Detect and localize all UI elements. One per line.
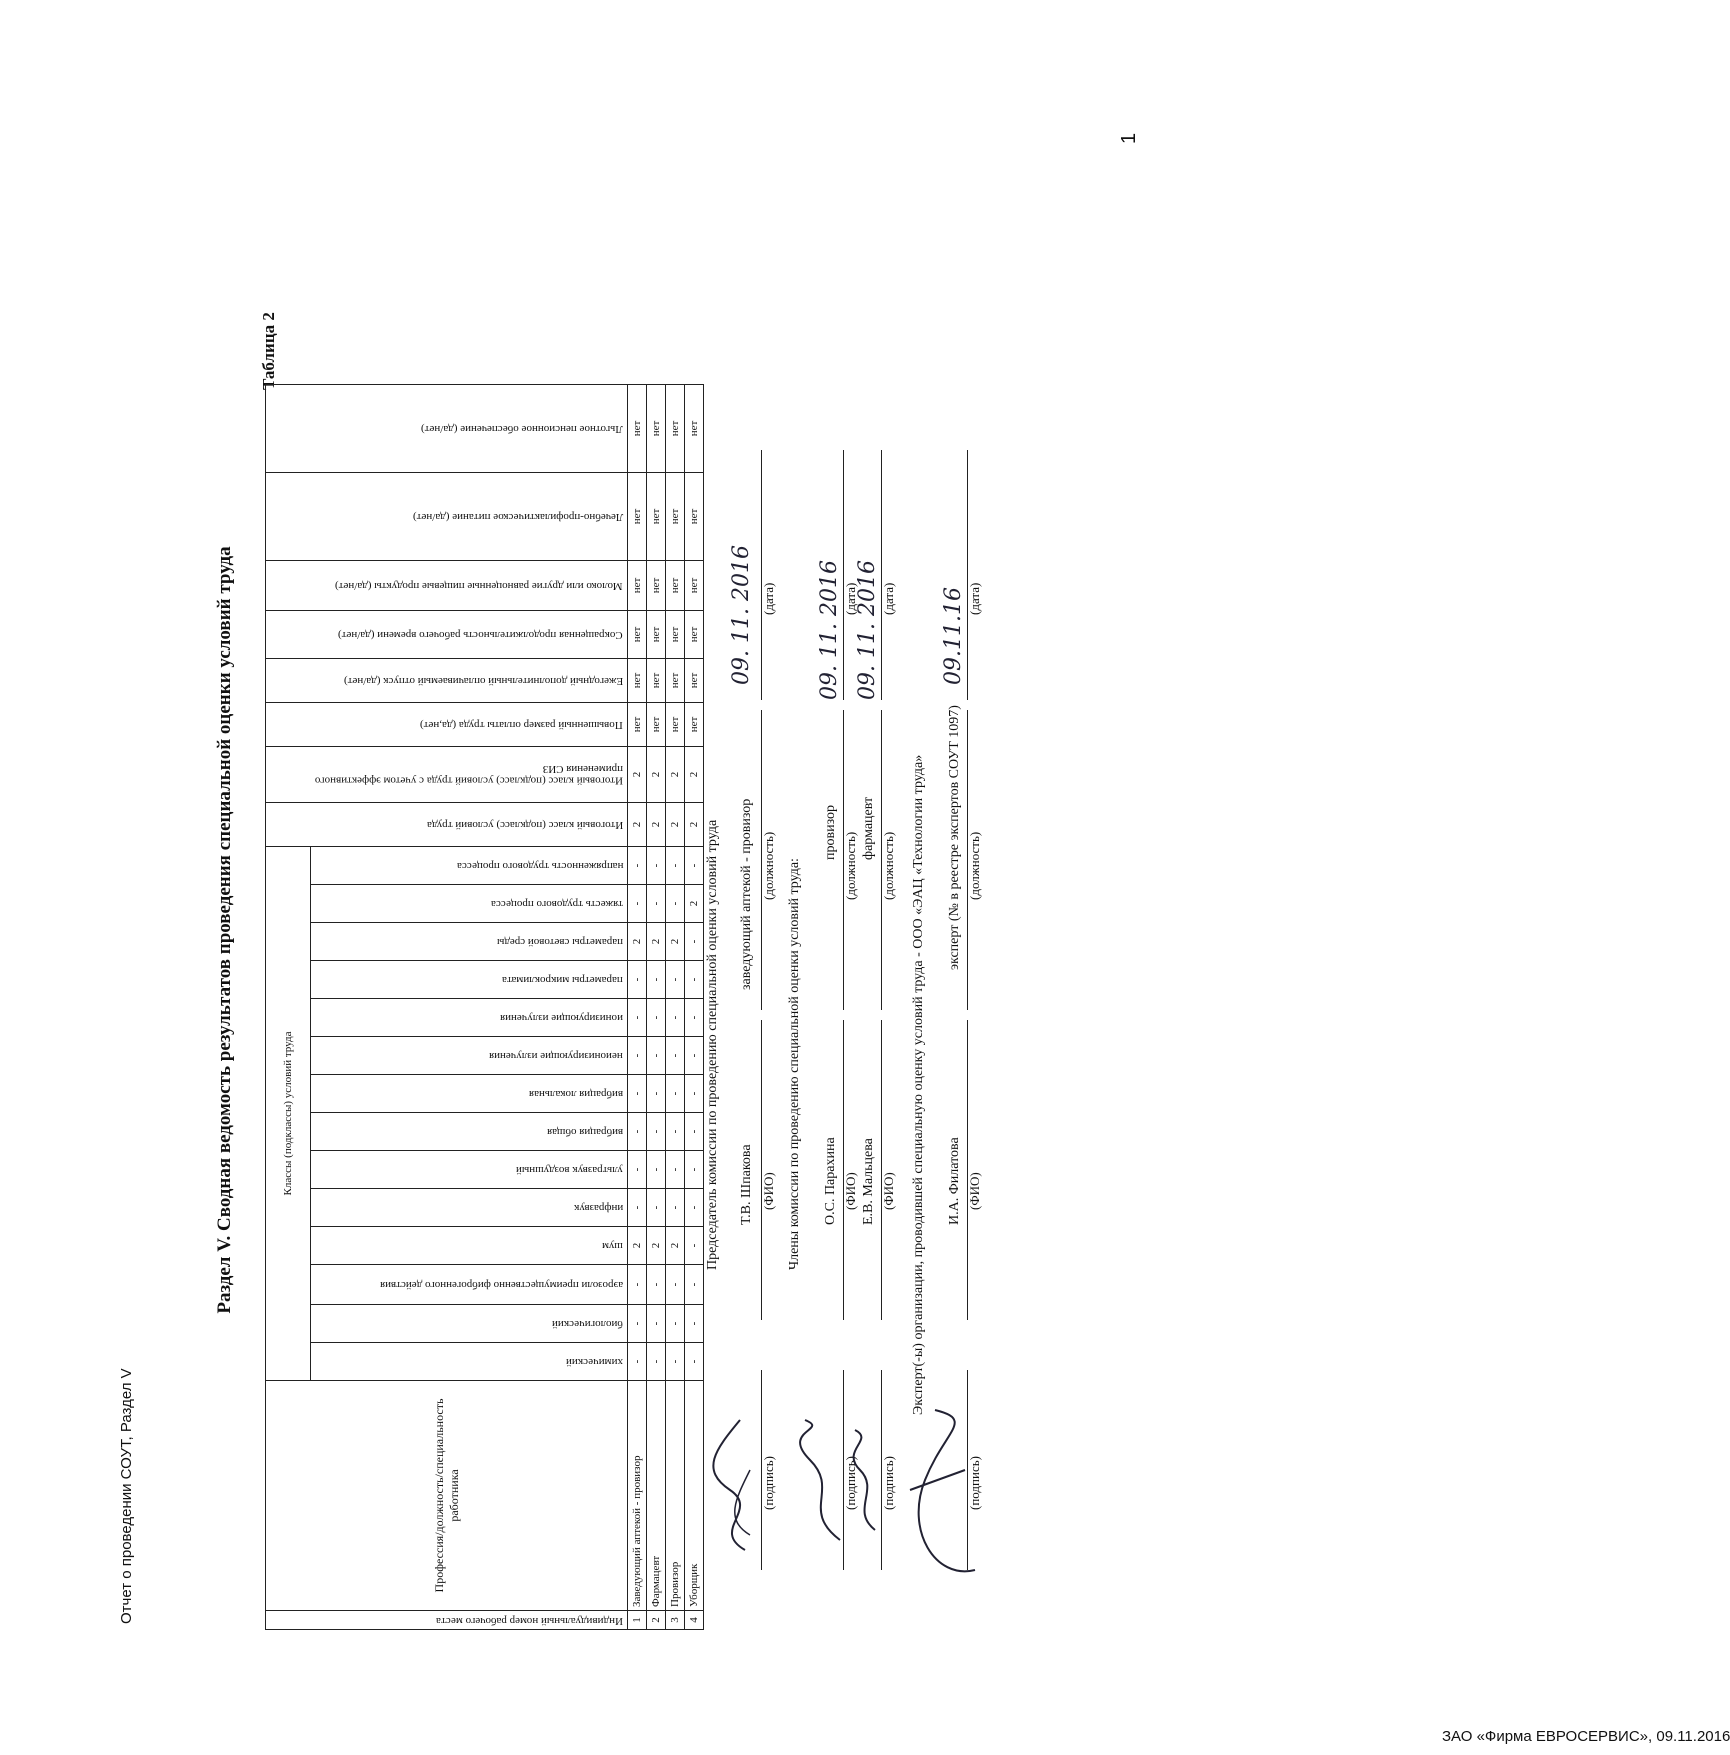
summary-value: 2 [685, 747, 704, 803]
footer-note: ЗАО «Фирма ЕВРОСЕРВИС», 09.11.2016 [1442, 1728, 1730, 1745]
cap-date: (дата) [881, 582, 896, 615]
summary-value: 2 [666, 747, 685, 803]
cap-fio: (ФИО) [881, 1172, 896, 1210]
summary-value: нет [628, 385, 647, 473]
member2-date: 09. 11. 2016 [855, 560, 880, 700]
summary-value: нет [647, 561, 666, 611]
factor-value: - [685, 1227, 704, 1265]
factor-header: вибрация локальная [311, 1075, 628, 1113]
factor-value: - [647, 1151, 666, 1189]
summary-value: нет [647, 659, 666, 703]
cap-fio: (ФИО) [967, 1172, 982, 1210]
factor-value: - [685, 1075, 704, 1113]
summary-value: 2 [628, 747, 647, 803]
factor-value: - [666, 1265, 685, 1305]
summary-header: Сокращенная продолжительность рабочего времени (да/нет) [266, 611, 628, 659]
factor-value: - [628, 1151, 647, 1189]
factor-value: - [647, 961, 666, 999]
section-title: Раздел V. Сводная ведомость результатов проведения специальной оценки условий труда [214, 546, 235, 1314]
expert-date: 09.11.16 [941, 587, 966, 685]
summary-value: нет [666, 659, 685, 703]
summary-value: нет [647, 611, 666, 659]
cap-signature: (подпись) [843, 1456, 858, 1510]
factor-value: - [666, 1075, 685, 1113]
factor-header: инфразвук [311, 1189, 628, 1227]
factor-header: биологический [311, 1305, 628, 1343]
summary-value: нет [628, 473, 647, 561]
page-number: 1 [1118, 132, 1140, 144]
summary-value: нет [666, 473, 685, 561]
factor-value: - [685, 923, 704, 961]
factor-value: - [666, 961, 685, 999]
summary-value: нет [666, 385, 685, 473]
chair-name: Т.В. Шпакова [739, 1144, 754, 1225]
expert-signature [895, 1390, 985, 1590]
factor-value: - [685, 1037, 704, 1075]
factor-value: - [685, 961, 704, 999]
member1-position: провизор [823, 804, 838, 860]
expert-label: Эксперт(-ы) организации, проводившей специальную оценку условий труда - ООО «ЭАЦ «Технологии труда» [911, 754, 926, 1415]
factor-value: - [666, 1343, 685, 1381]
factor-value: - [685, 1305, 704, 1343]
signature-block [695, 230, 1035, 1630]
summary-header: Ежегодный дополнительный оплачиваемый отпуск (да/нет) [266, 659, 628, 703]
factor-value: - [685, 847, 704, 885]
summary-value: нет [685, 561, 704, 611]
members-label: Члены комиссии по проведению специальной оценки условий труда: [787, 858, 802, 1270]
factor-value: - [685, 1113, 704, 1151]
factor-header: неионизирующие излучения [311, 1037, 628, 1075]
cap-fio: (ФИО) [843, 1172, 858, 1210]
factor-value: - [628, 885, 647, 923]
summary-value: нет [685, 659, 704, 703]
cap-position: (должность) [761, 831, 776, 900]
factor-header: шум [311, 1227, 628, 1265]
cap-signature: (подпись) [761, 1456, 776, 1510]
factor-value: - [628, 847, 647, 885]
factor-header: вибрация общая [311, 1113, 628, 1151]
factor-value: - [685, 1189, 704, 1227]
summary-header: Итоговый класс (подкласс) условий труда с учетом эффективного применения СИЗ [266, 747, 628, 803]
factor-value: - [628, 1305, 647, 1343]
report-header-note: Отчет о проведении СОУТ, Раздел V [118, 1368, 135, 1624]
row-id: 1 [628, 1611, 647, 1630]
cap-position: (должность) [967, 831, 982, 900]
cap-signature: (подпись) [881, 1456, 896, 1510]
chair-position: заведующий аптекой - провизор [739, 798, 754, 990]
factor-value: 2 [647, 1227, 666, 1265]
table-row [647, 385, 666, 1630]
factor-header: параметры световой среды [311, 923, 628, 961]
factor-value: - [628, 1037, 647, 1075]
factor-header: ультразвук воздушный [311, 1151, 628, 1189]
cap-signature: (подпись) [967, 1456, 982, 1510]
summary-value: 2 [647, 747, 666, 803]
factor-header: параметры микроклимата [311, 961, 628, 999]
summary-value: 2 [685, 803, 704, 847]
factor-value: - [666, 1189, 685, 1227]
member2-signature [845, 1420, 885, 1540]
row-profession: Провизор [666, 1381, 685, 1611]
factor-value: - [628, 1189, 647, 1227]
factor-value: - [647, 1037, 666, 1075]
row-id: 2 [647, 1611, 666, 1630]
factor-header: напряженность трудового процесса [311, 847, 628, 885]
summary-value: 2 [666, 803, 685, 847]
member2-name: Е.В. Мальцева [861, 1138, 876, 1225]
cap-position: (должность) [843, 831, 858, 900]
summary-value: нет [666, 611, 685, 659]
row-profession: Фармацевт [647, 1381, 666, 1611]
classes-header: Классы (подклассы) условий труда [266, 847, 311, 1381]
factor-value: - [647, 1305, 666, 1343]
factor-value: 2 [666, 923, 685, 961]
factor-value: - [666, 999, 685, 1037]
factor-value: - [628, 1265, 647, 1305]
summary-value: 2 [647, 803, 666, 847]
factor-value: - [666, 1037, 685, 1075]
summary-header: Лечебно-профилактическое питание (да/нет) [266, 473, 628, 561]
summary-value: 2 [628, 803, 647, 847]
chair-date: 09. 11. 2016 [729, 545, 754, 685]
cap-fio: (ФИО) [761, 1172, 776, 1210]
summary-value: нет [685, 703, 704, 747]
factor-value: - [628, 1075, 647, 1113]
factor-value: - [628, 961, 647, 999]
summary-value: нет [628, 703, 647, 747]
row-id: 3 [666, 1611, 685, 1630]
summary-header: Повышенный размер оплаты труда (да,нет) [266, 703, 628, 747]
factor-value: 2 [628, 923, 647, 961]
factor-value: 2 [685, 885, 704, 923]
factor-value: - [647, 999, 666, 1037]
cap-date: (дата) [843, 582, 858, 615]
factor-header: тяжесть трудового процесса [311, 885, 628, 923]
cap-date: (дата) [967, 582, 982, 615]
summary-value: нет [666, 561, 685, 611]
summary-value: нет [666, 703, 685, 747]
factor-value: - [647, 885, 666, 923]
factor-value: - [628, 1113, 647, 1151]
summary-header: Молоко или другие равноценные пищевые продукты (да/нет) [266, 561, 628, 611]
factor-value: - [647, 1189, 666, 1227]
chair-label: Председатель комиссии по проведению специальной оценки условий труда [705, 819, 720, 1270]
cap-position: (должность) [881, 831, 896, 900]
factor-value: - [647, 1265, 666, 1305]
factor-value: 2 [666, 1227, 685, 1265]
factor-value: - [685, 1265, 704, 1305]
summary-table [265, 384, 704, 1630]
row-id: 4 [685, 1611, 704, 1630]
summary-value: нет [628, 611, 647, 659]
factor-value: - [628, 1343, 647, 1381]
member1-signature [790, 1410, 850, 1550]
summary-value: нет [628, 659, 647, 703]
summary-value: нет [647, 473, 666, 561]
table-row [666, 385, 685, 1630]
summary-value: нет [685, 473, 704, 561]
factor-value: - [666, 1113, 685, 1151]
member2-position: фармацевт [861, 796, 876, 860]
factor-value: - [647, 1113, 666, 1151]
summary-value: нет [628, 561, 647, 611]
factor-value: - [647, 847, 666, 885]
factor-value: - [666, 1305, 685, 1343]
expert-name: И.А. Филатова [947, 1137, 962, 1225]
cap-date: (дата) [761, 582, 776, 615]
summary-value: нет [647, 385, 666, 473]
factor-header: ионизирующие излучения [311, 999, 628, 1037]
factor-value: - [685, 1343, 704, 1381]
summary-value: нет [685, 385, 704, 473]
summary-header: Итоговый класс (подкласс) условий труда [266, 803, 628, 847]
factor-value: - [647, 1075, 666, 1113]
factor-header: аэрозоли преимущественно фиброгенного действия [311, 1265, 628, 1305]
member1-date: 09. 11. 2016 [817, 560, 842, 700]
expert-position: эксперт (№ в реестре экспертов СОУТ 1097) [947, 705, 962, 970]
table-row [628, 385, 647, 1630]
factor-value: - [647, 1343, 666, 1381]
member1-name: О.С. Парахина [823, 1137, 838, 1225]
row-profession: Заведующий аптекой - провизор [628, 1381, 647, 1611]
summary-header: Льготное пенсионное обеспечение (да/нет) [266, 385, 628, 473]
factor-value: - [666, 847, 685, 885]
col-profession-header: Профессия/должность/специальность работника [266, 1381, 628, 1611]
factor-value: - [628, 999, 647, 1037]
factor-value: - [685, 1151, 704, 1189]
table-label: Таблица 2 [259, 312, 278, 390]
col-id-header: Индивидуальный номер рабочего места [266, 1611, 628, 1630]
factor-value: - [685, 999, 704, 1037]
factor-value: 2 [647, 923, 666, 961]
factor-value: 2 [628, 1227, 647, 1265]
factor-header: химический [311, 1343, 628, 1381]
factor-value: - [666, 885, 685, 923]
factor-value: - [666, 1151, 685, 1189]
summary-value: нет [647, 703, 666, 747]
summary-value: нет [685, 611, 704, 659]
rotated-sheet [175, 160, 1055, 1700]
row-profession: Уборщик [685, 1381, 704, 1611]
chair-signature [705, 1410, 765, 1560]
